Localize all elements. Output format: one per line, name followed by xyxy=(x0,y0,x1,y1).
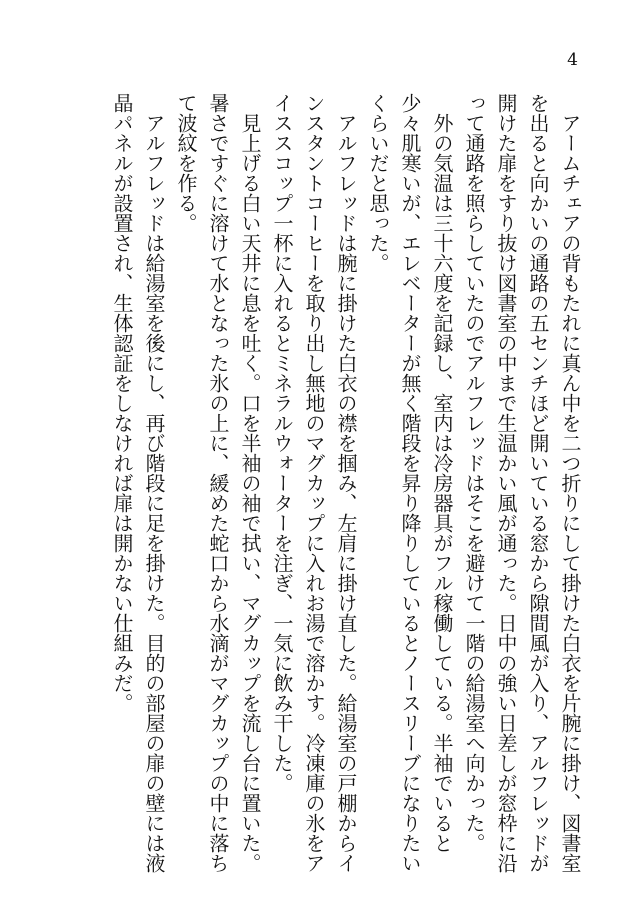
paragraph: アルフレッドは腕に掛けた白衣の襟を掴み、左肩に掛け直した。給湯室の戸棚からインスタントコーヒーを取り出し無地のマグカップに入れお湯で溶かす。冷凍庫の氷をアイススコップ一杯に入れるとミネラルウォーターを注ぎ、一気に飲み干した。 xyxy=(270,93,358,873)
novel-text-body xyxy=(26,93,586,873)
paragraph: アルフレッドは給湯室を後にし、再び階段に足を掛けた。目的の部屋の扉の壁には液晶パネルが設置され、生体認証をしなければ扉は開かない仕組みだ。 xyxy=(110,93,166,873)
paragraph: アームチェアの背もたれに真ん中を二つ折りにして掛けた白衣を片腕に掛け、図書室を出ると向かいの通路の五センチほど開いている窓から隙間風が入り、アルフレッドが開けた扉をすり抜け図書室の中まで生温かい風が通った。日中の強い日差しが窓枠に沿って通路を照らしていたのでアルフレッドはそこを避けて一階の給湯室へ向かった。 xyxy=(462,93,582,873)
paragraph: 外の気温は三十六度を記録し、室内は冷房器具がフル稼働している。半袖でいると少々肌寒いが、エレベーターが無く階段を昇り降りしているとノースリーブになりたいくらいだと思った。 xyxy=(366,93,454,873)
page-number: 4 xyxy=(567,50,578,70)
paragraph: 見上げる白い天井に息を吐く。口を半袖の袖で拭い、マグカップを流し台に置いた。暑さですぐに溶けて水となった氷の上に、緩めた蛇口から水滴がマグカップの中に落ちて波紋を作る。 xyxy=(174,93,262,873)
